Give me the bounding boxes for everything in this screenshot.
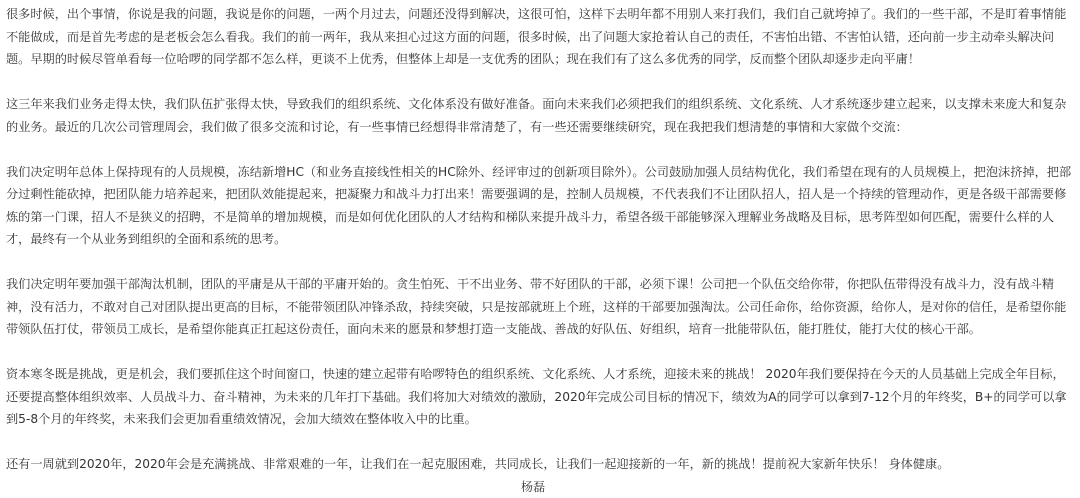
paragraph-capital-winter: 资本寒冬既是挑战，更是机会，我们要抓住这个时间窗口，快速的建立起带有哈啰特色的组织系统、文化系统、人才系统，迎接未来的挑战！ 2020年我们要保持在今天的人员基础上完成全年目标，还要提高整体组织效率、人员战斗力、奋斗精神，为未来的几年打下基础。我们将加大对绩效的激励，2020年完成公司目标的情况下，绩效为A的同学可以拿到7-12个月的年终奖，B+的同学可以拿到5-8个月的年终奖，未来我们会更加看重绩效情况，会加大绩效在整体收入中的比重。 — [6, 367, 1067, 426]
signature: 杨磊 — [520, 479, 546, 494]
paragraph-new-year-greeting: 还有一周就到2020年，2020年会是充满挑战、非常艰难的一年，让我们在一起克服困难，共同成长，让我们一起迎接新的一年，新的挑战！提前祝大家新年快乐！ 身体健康。 — [6, 457, 950, 471]
paragraph-gap — [6, 138, 1076, 161]
paragraph-organization-system: 这三年来我们业务走得太快，我们队伍扩张得太快，导致我们的组织系统、文化体系没有做好准备。面向未来我们必须把我们的组织系统、文化系统、人才系统逐步建立起来，以支撑未来庞大和复杂的业务。最近的几次公司管理周会，我们做了很多交流和讨论，有一些事情已经想得非常清楚了，有一些还需要继续研究，现在我把我们想清楚的事情和大家做个交流： — [6, 97, 1067, 134]
paragraph-cadre-elimination: 我们决定明年要加强干部淘汰机制，团队的平庸是从干部的平庸开始的。贪生怕死、干不出业务、带不好团队的干部，必须下课！公司把一个队伍交给你带，你把队伍带得没有战斗力，没有战斗精神，没有活力，不敢对自己对团队提出更高的目标，不能带领团队冲锋杀敌，持续突破，只是按部就班上个班，这样的干部要加强淘汰。公司任命你，给你资源，给你人，是对你的信任，是希望你能带领队伍打仗，带领员工成长，是希望你能真正扛起这份责任，面向未来的愿景和梦想打造一支能战、善战的好队伍、好组织，培育一批能带队伍，能打胜仗，能打大仗的核心干部。 — [6, 277, 1067, 336]
paragraph-headcount-freeze: 我们决定明年总体上保持现有的人员规模，冻结新增HC（和业务直接线性相关的HC除外、经评审过的创新项目除外）。公司鼓励加强人员结构优化，我们希望在现有的人员规模上，把泡沫挤掉，把部分过剩性能砍掉，把团队能力培养起来，把团队效能提起来，把凝聚力和战斗力打出来！需要强调的是，控制人员规模，不代表我们不让团队招人，招人是一个持续的管理动作，更是各级干部需要修炼的第一门课，招人不是狭义的招聘，不是简单的增加规模，而是如何优化团队的人才结构和梯队来提升战斗力，希望各级干部能够深入理解业务战略及目标，思考阵型如何匹配，需要什么样的人才，最终有一个从业务到组织的全面和系统的思考。 — [6, 164, 1072, 246]
paragraph-gap — [6, 431, 1076, 454]
paragraph-gap — [6, 251, 1076, 274]
paragraph-gap — [6, 341, 1076, 364]
paragraph-team-mediocrity: 很多时候，出个事情，你说是我的问题，我说是你的问题，一两个月过去，问题还没得到解决，这很可怕，这样下去明年都不用别人来打我们，我们自己就垮掉了。我们的一些干部，不是盯着事情能不能做成，而是首先考虑的是老板会怎么看我。我们的前一两年，我从来担心过这方面的问题，很多时候，出了问题大家抢着认自己的责任，不害怕出错、不害怕认错，还向前一步主动牵头解决问题。早期的时候尽管单看每一位哈啰的同学都不怎么样，更谈不上优秀，但整体上却是一支优秀的团队；现在我们有了这么多优秀的同学，反而整个团队却逐步走向平庸！ — [6, 7, 1067, 66]
paragraph-gap — [6, 71, 1076, 94]
